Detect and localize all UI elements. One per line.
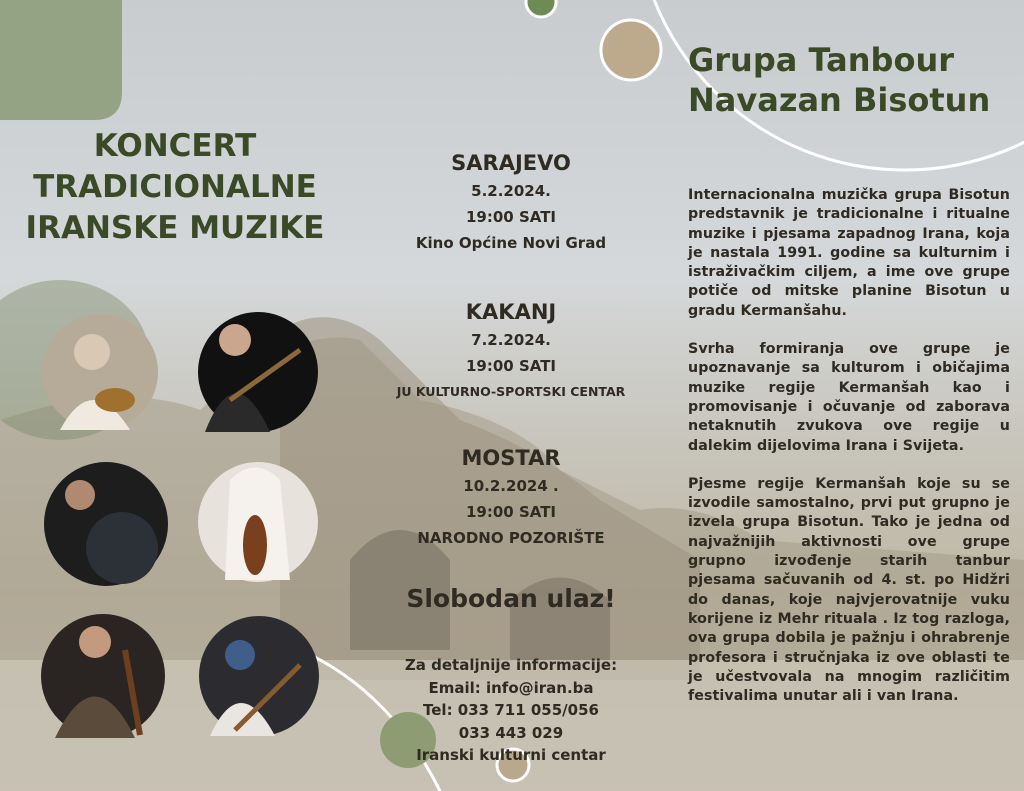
group-title-line: Grupa Tanbour bbox=[688, 41, 954, 79]
event-time: 19:00 SATI bbox=[465, 208, 557, 226]
free-entry: Slobodan ulaz! bbox=[406, 584, 616, 613]
contact-heading: Za detaljnije informacije: bbox=[404, 656, 618, 674]
contact-phone: 033 443 029 bbox=[458, 723, 564, 742]
concert-title bbox=[0, 126, 350, 249]
musician-photo bbox=[198, 462, 318, 582]
event-city: KAKANJ bbox=[465, 300, 557, 324]
description-paragraph: Svrha formiranja ove grupe je upoznavanje sa kulturom i običajima muzike regije Kermanšah kao i promovisanje i očuvanje od zaborava netaknutih zvukova ove regije u dalekim dijelovima Irana i Svijeta. bbox=[688, 341, 1010, 454]
musician-photo bbox=[199, 616, 319, 736]
event-date: 7.2.2024. bbox=[471, 331, 551, 349]
group-title bbox=[688, 40, 990, 120]
event-venue: JU KULTURNO-SPORTSKI CENTAR bbox=[396, 384, 626, 399]
description-paragraph: Internacionalna muzička grupa Bisotun predstavnik je tradicionalne i ritualne muzike i pjesama zapadnog Irana, koja je nastala 1991. godine sa kulturnim i istraživačkim ciljem, a ime ove grupe potiče od mitske planine Bisotun u gradu Kermanšahu. bbox=[688, 187, 1010, 319]
event-city: SARAJEVO bbox=[451, 151, 571, 175]
contact-email: Email: info@iran.ba bbox=[428, 678, 594, 697]
event-date: 5.2.2024. bbox=[471, 182, 551, 200]
contact-info bbox=[360, 654, 662, 767]
event-sarajevo bbox=[360, 148, 662, 256]
event-city: MOSTAR bbox=[461, 446, 561, 470]
musician-photo bbox=[42, 314, 158, 430]
green-corner-shape bbox=[0, 0, 122, 120]
description-paragraph: Pjesme regije Kermanšah koje su se izvodile samostalno, prvi put grupno je izvela grupa Bisotun. Tako je jedna od najvažnijih aktivnosti ove grupe grupno izvođenje starih tanbur pjesama sačuvanih od 4. st. po Hidžri do danas, koje najvjerovatnije vuku korijene iz Mehr rituala . Iz tog razloga, ova grupa dobila je pažnju i ohrabrenje profesora i stručnjaka iz ove oblasti te je učestvovala na mnogim različitim festivalima unutar ali i van Irana. bbox=[688, 475, 1010, 705]
event-kakanj bbox=[360, 297, 662, 405]
event-venue: NARODNO POZORIŠTE bbox=[417, 529, 605, 547]
group-title-line: Navazan Bisotun bbox=[688, 81, 991, 119]
title-line: KONCERT bbox=[93, 128, 257, 164]
contact-organization: Iranski kulturni centar bbox=[416, 746, 606, 764]
title-line: IRANSKE MUZIKE bbox=[25, 210, 325, 246]
contact-phone: Tel: 033 711 055/056 bbox=[423, 701, 599, 719]
group-description bbox=[688, 186, 1010, 725]
event-mostar bbox=[360, 443, 662, 551]
musician-photo bbox=[44, 462, 168, 586]
event-time: 19:00 SATI bbox=[465, 503, 557, 521]
event-date: 10.2.2024 . bbox=[463, 477, 559, 495]
event-venue: Kino Općine Novi Grad bbox=[415, 234, 607, 252]
decorative-dot bbox=[601, 20, 661, 80]
musician-photo bbox=[41, 614, 165, 738]
title-line: TRADICIONALNE bbox=[33, 169, 317, 205]
decorative-dot bbox=[526, 0, 556, 17]
musician-photo bbox=[198, 312, 318, 432]
event-time: 19:00 SATI bbox=[465, 357, 557, 375]
